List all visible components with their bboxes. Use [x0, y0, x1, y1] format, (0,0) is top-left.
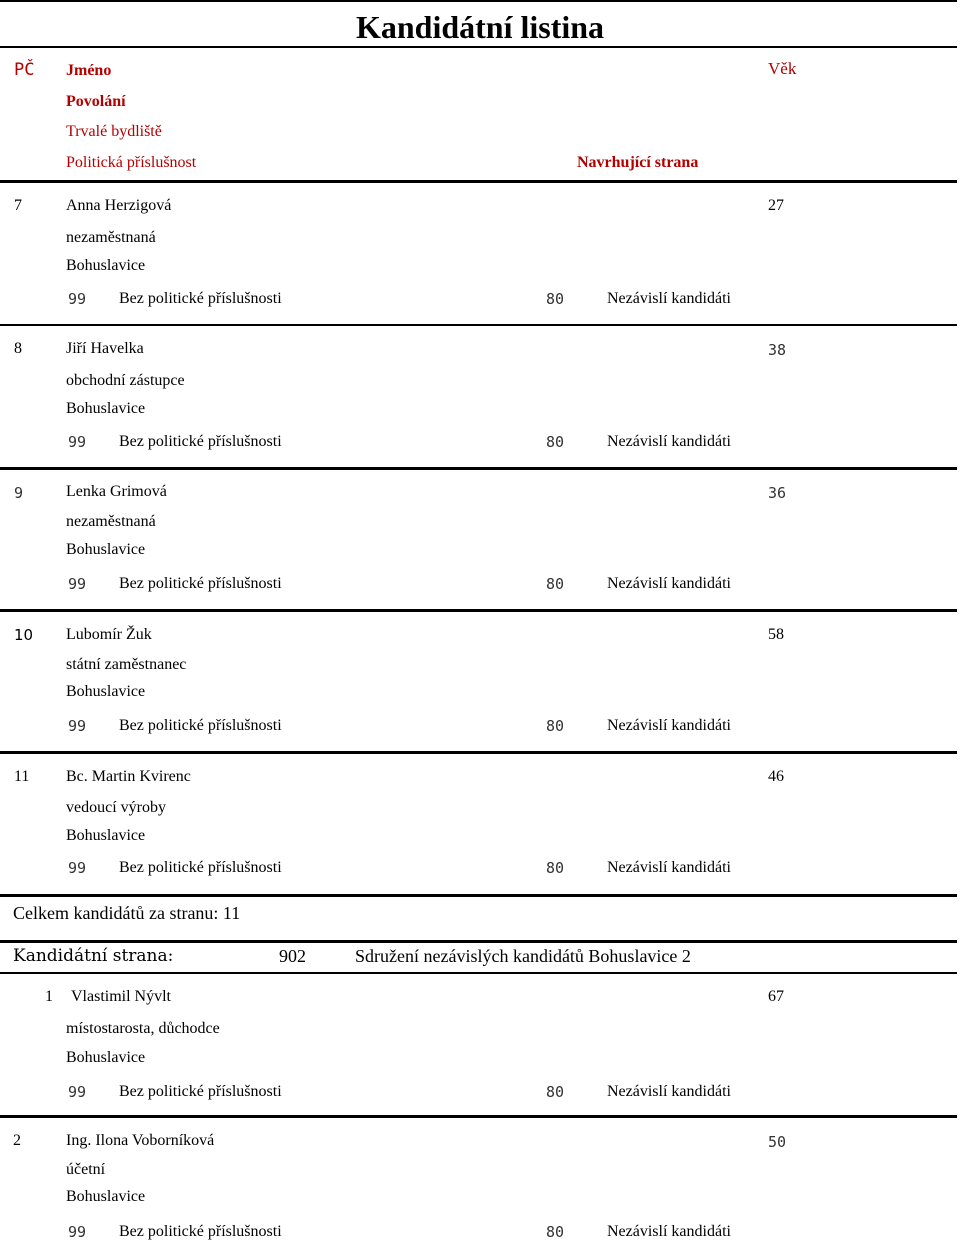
candidate-pc: 2 [13, 1132, 21, 1149]
candidate-residence: Bohuslavice [66, 541, 146, 558]
candidate-nom-party: Nezávislí kandidáti [607, 290, 731, 307]
candidate-pc: 10 [14, 626, 34, 644]
section-rule [0, 894, 957, 897]
candidate-age: 38 [768, 341, 787, 359]
candidate-occupation: nezaměstnaná [66, 229, 156, 246]
candidate-nom-code: 80 [546, 859, 565, 877]
row-rule [0, 751, 957, 754]
candidate-party-code: 99 [68, 1223, 87, 1241]
candidate-nom-code: 80 [546, 1223, 565, 1241]
top-rule [0, 0, 957, 2]
header-pc: PČ [14, 60, 35, 80]
candidate-occupation: státní zaměstnanec [66, 656, 187, 673]
candidate-age: 50 [768, 1133, 787, 1151]
candidate-name: Vlastimil Nývlt [71, 988, 171, 1005]
candidate-nom-party: Nezávislí kandidáti [607, 1223, 731, 1240]
candidate-residence: Bohuslavice [66, 1188, 146, 1205]
title-rule [0, 46, 957, 48]
candidate-residence: Bohuslavice [66, 257, 146, 274]
header-vek: Věk [768, 59, 797, 78]
candidate-name: Lubomír Žuk [66, 626, 152, 643]
candidate-party-code: 99 [68, 717, 87, 735]
candidate-party-code: 99 [68, 433, 87, 451]
party-code: 902 [279, 946, 306, 966]
candidate-party: Bez politické příslušnosti [119, 433, 282, 450]
candidate-party-code: 99 [68, 1083, 87, 1101]
header-povolani: Povolání [66, 93, 126, 110]
party-name: Sdružení nezávislých kandidátů Bohuslavice 2 [355, 946, 691, 966]
candidate-nom-code: 80 [546, 575, 565, 593]
row-rule [0, 609, 957, 612]
candidate-residence: Bohuslavice [66, 827, 146, 844]
candidates-total: Celkem kandidátů za stranu: 11 [13, 903, 241, 923]
candidate-party: Bez politické příslušnosti [119, 859, 282, 876]
header-rule [0, 180, 957, 183]
candidate-party-code: 99 [68, 575, 87, 593]
candidate-party: Bez politické příslušnosti [119, 717, 282, 734]
candidate-occupation: vedoucí výroby [66, 799, 166, 816]
row-rule [0, 1115, 957, 1118]
candidate-residence: Bohuslavice [66, 1049, 146, 1066]
party-rule [0, 940, 957, 943]
candidate-nom-party: Nezávislí kandidáti [607, 433, 731, 450]
candidate-occupation: obchodní zástupce [66, 372, 185, 389]
candidate-occupation: nezaměstnaná [66, 513, 156, 530]
header-bydliste: Trvalé bydliště [66, 123, 162, 140]
candidate-party: Bez politické příslušnosti [119, 1083, 282, 1100]
candidate-nom-code: 80 [546, 717, 565, 735]
candidate-age: 58 [768, 626, 784, 643]
candidate-age: 46 [768, 768, 784, 785]
candidate-name: Jiří Havelka [66, 340, 144, 357]
header-jmeno: Jméno [66, 62, 112, 79]
candidate-pc: 9 [14, 484, 24, 502]
candidate-name: Lenka Grimová [66, 483, 167, 500]
candidate-nom-party: Nezávislí kandidáti [607, 859, 731, 876]
candidate-residence: Bohuslavice [66, 400, 146, 417]
candidate-pc: 8 [14, 340, 22, 357]
candidate-name: Anna Herzigová [66, 197, 172, 214]
candidate-party-code: 99 [68, 290, 87, 308]
candidate-party-code: 99 [68, 859, 87, 877]
candidate-nom-code: 80 [546, 1083, 565, 1101]
candidate-nom-code: 80 [546, 433, 565, 451]
candidate-name: Ing. Ilona Voborníková [66, 1132, 215, 1149]
candidate-age: 67 [768, 988, 784, 1005]
header-prislusnost: Politická příslušnost [66, 154, 197, 171]
candidate-residence: Bohuslavice [66, 683, 146, 700]
candidate-name: Bc. Martin Kvirenc [66, 768, 191, 785]
candidate-nom-code: 80 [546, 290, 565, 308]
party-bottom-rule [0, 972, 957, 974]
header-navrhujici: Navrhující strana [577, 154, 699, 171]
candidate-pc: 1 [45, 988, 53, 1005]
candidate-nom-party: Nezávislí kandidáti [607, 717, 731, 734]
candidate-party: Bez politické příslušnosti [119, 290, 282, 307]
candidate-occupation: účetní [66, 1161, 106, 1178]
candidate-occupation: místostarosta, důchodce [66, 1020, 220, 1037]
candidate-nom-party: Nezávislí kandidáti [607, 575, 731, 592]
candidate-pc: 7 [14, 197, 22, 214]
row-rule [0, 324, 957, 326]
row-rule [0, 467, 957, 470]
candidate-party: Bez politické příslušnosti [119, 575, 282, 592]
candidate-age: 27 [768, 197, 784, 214]
party-label: Kandidátní strana: [13, 946, 174, 966]
candidate-pc: 11 [14, 768, 30, 785]
candidate-party: Bez politické příslušnosti [119, 1223, 282, 1240]
page-title: Kandidátní listina [355, 9, 605, 45]
candidate-nom-party: Nezávislí kandidáti [607, 1083, 731, 1100]
candidate-age: 36 [768, 484, 787, 502]
